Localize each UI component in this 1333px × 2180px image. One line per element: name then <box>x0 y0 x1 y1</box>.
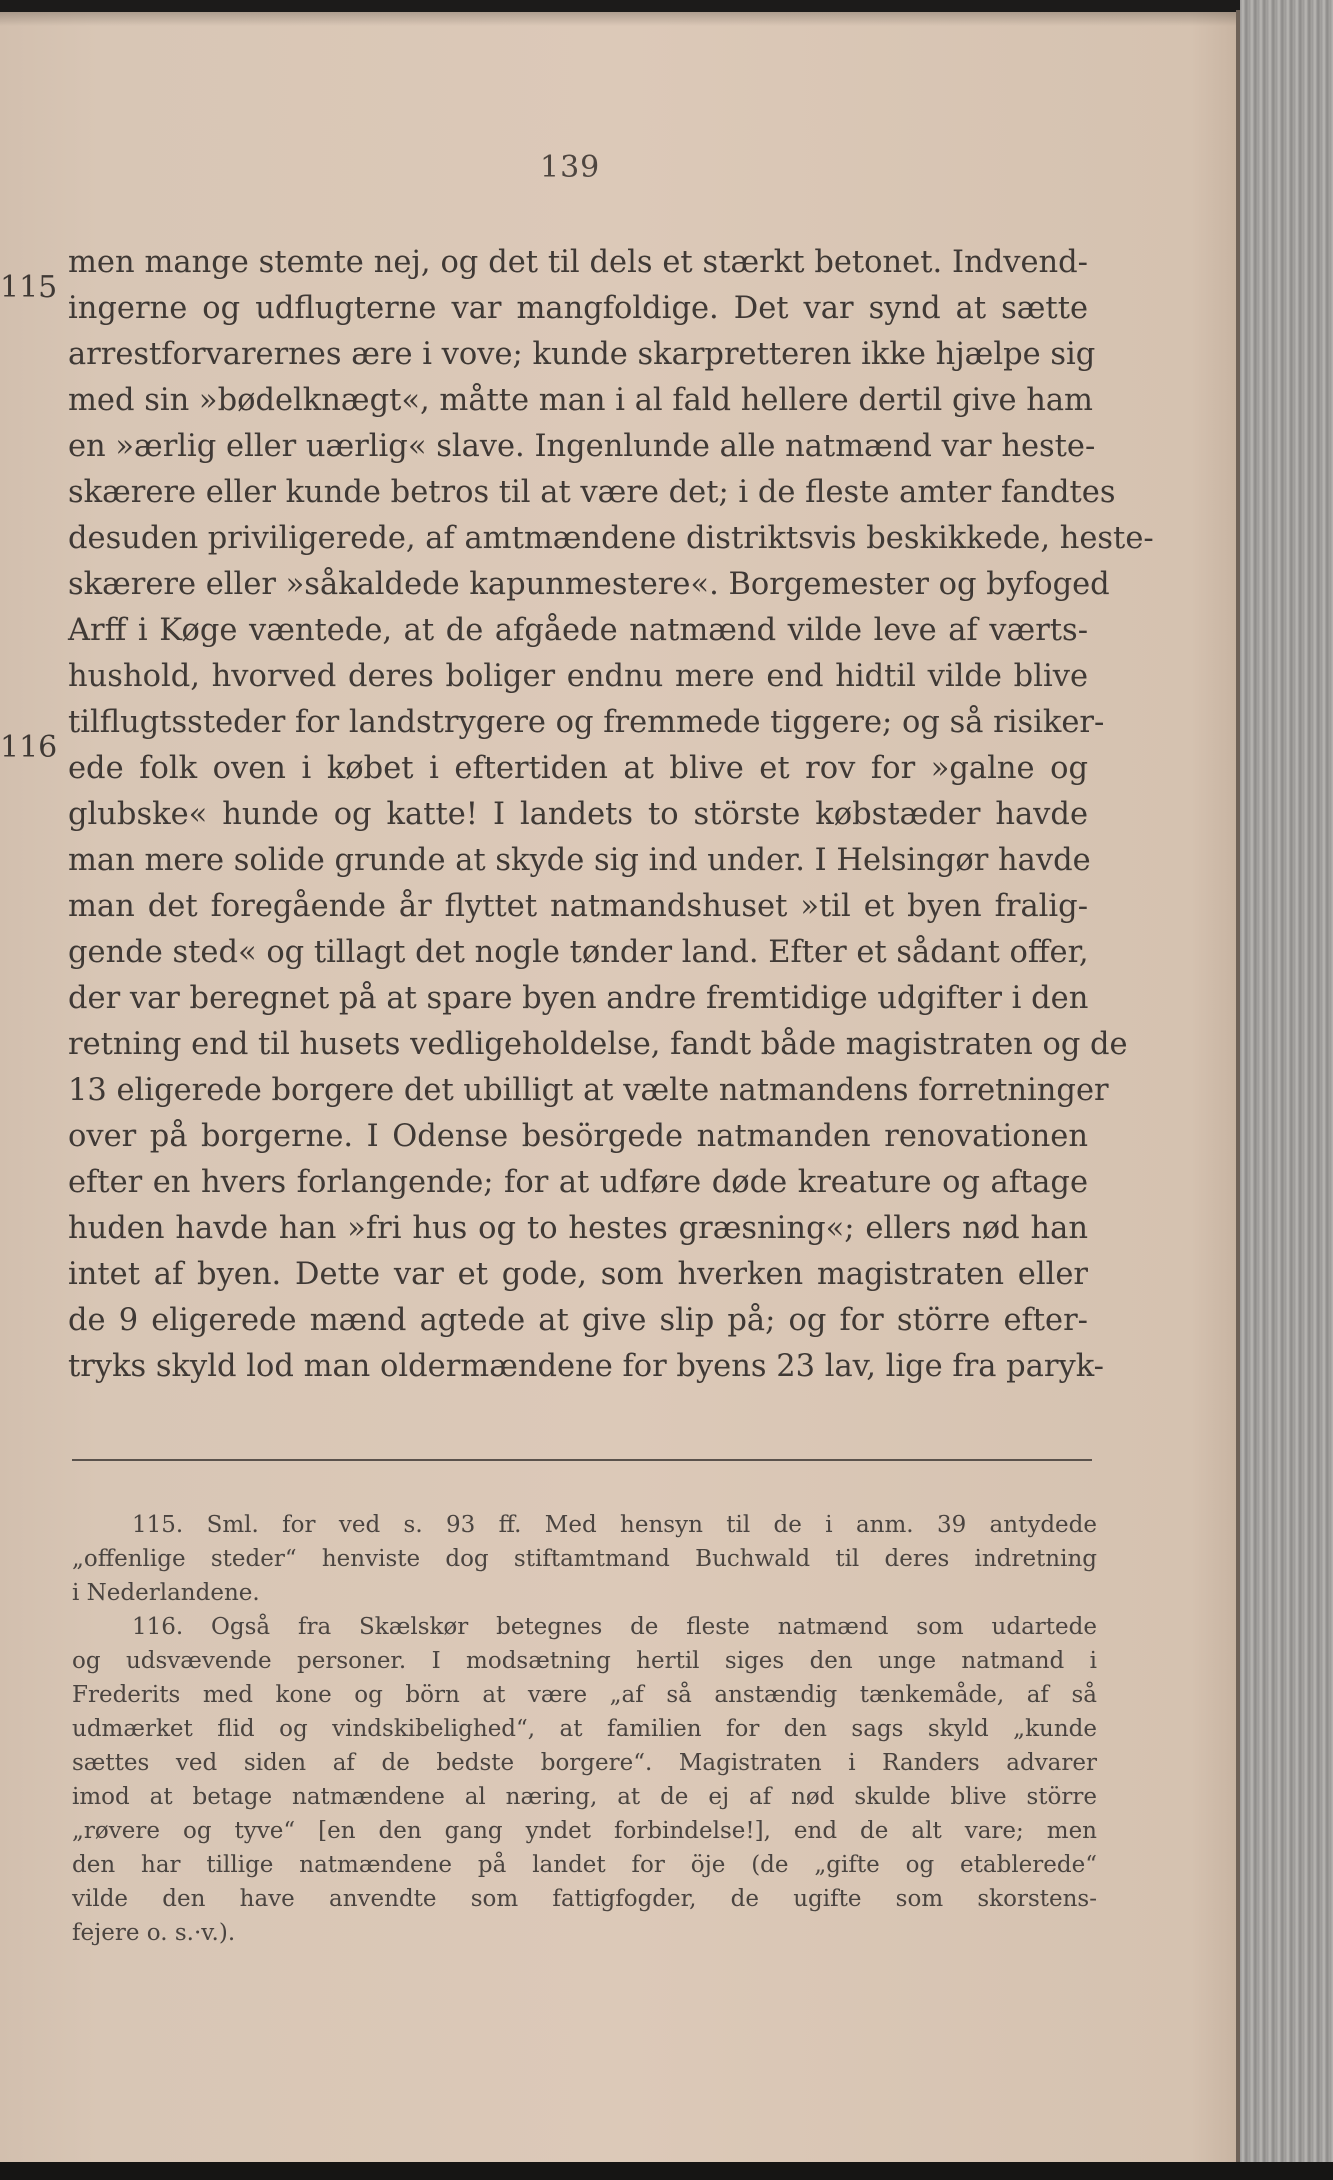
page-number: 139 <box>540 150 601 185</box>
footnote-divider <box>72 1459 1092 1461</box>
footnote-line: „offenlige steder“ henviste dog stiftamtmand Buchwald til deres indretning <box>72 1546 1097 1572</box>
footnote-line: i Nederlandene. <box>72 1580 260 1606</box>
text-line: intet af byen. Dette var et gode, som hverken magistraten eller <box>68 1257 1088 1292</box>
text-line: skærere eller »såkaldede kapunmestere«. Borgemester og byfoged <box>68 567 1110 602</box>
text-line: skærere eller kunde betros til at være det; i de fleste amter fandtes <box>68 475 1116 510</box>
text-line: over på borgerne. I Odense besörgede natmanden renovationen <box>68 1119 1088 1154</box>
text-line: ede folk oven i købet i eftertiden at blive et rov for »galne og <box>68 751 1088 786</box>
text-line: med sin »bødelknægt«, måtte man i al fald hellere dertil give ham <box>68 383 1093 418</box>
margin-note-115: 115 <box>0 270 58 305</box>
footnote-line: sættes ved siden af de bedste borgere“. Magistraten i Randers advarer <box>72 1750 1097 1776</box>
footnote-line: vilde den have anvendte som fattigfogder, de ugifte som skorstens- <box>72 1886 1097 1912</box>
text-line: man mere solide grunde at skyde sig ind under. I Helsingør havde <box>68 843 1091 878</box>
text-line: glubske« hunde og katte! I landets to störste købstæder havde <box>68 797 1088 832</box>
text-line: tilflugtssteder for landstrygere og fremmede tiggere; og så risiker- <box>68 705 1105 740</box>
footnote-line: imod at betage natmændene al næring, at de ej af nød skulde blive större <box>72 1784 1097 1810</box>
text-line: 13 eligerede borgere det ubilligt at vælte natmandens forretninger <box>68 1073 1109 1108</box>
footnote-line: og udsvævende personer. I modsætning hertil siges den unge natmand i <box>72 1648 1097 1674</box>
text-line: desuden priviligerede, af amtmændene distriktsvis beskikkede, heste- <box>68 521 1154 556</box>
text-line: efter en hvers forlangende; for at udføre døde kreature og aftage <box>68 1165 1088 1200</box>
footnote-line: den har tillige natmændene på landet for öje (de „gifte og etablerede“ <box>72 1852 1097 1878</box>
text-line: tryks skyld lod man oldermændene for byens 23 lav, lige fra paryk- <box>68 1349 1104 1384</box>
text-line: man det foregående år flyttet natmandshuset »til et byen fralig- <box>68 889 1088 924</box>
margin-note-116: 116 <box>0 730 58 765</box>
page-paper <box>0 12 1240 2162</box>
text-line: der var beregnet på at spare byen andre fremtidige udgifter i den <box>68 981 1089 1016</box>
footnote-line: fejere o. s.·v.). <box>72 1920 236 1946</box>
text-line: Arff i Køge væntede, at de afgåede natmænd vilde leve af værts- <box>68 613 1088 648</box>
footnote-line: Frederits med kone og börn at være „af så anstændig tænkemåde, af så <box>72 1682 1097 1708</box>
text-line: arrestforvarernes ære i vove; kunde skarpretteren ikke hjælpe sig <box>68 337 1096 372</box>
text-line: gende sted« og tillagt det nogle tønder land. Efter et sådant offer, <box>68 935 1089 970</box>
footnote-line: „røvere og tyve“ [en den gang yndet forbindelse!], end de alt vare; men <box>72 1818 1097 1844</box>
footnote-line: udmærket flid og vindskibelighed“, at familien for den sags skyld „kunde <box>72 1716 1097 1742</box>
text-line: huden havde han »fri hus og to hestes græsning«; ellers nød han <box>68 1211 1088 1246</box>
book-spine <box>1240 0 1333 2180</box>
text-line: en »ærlig eller uærlig« slave. Ingenlunde alle natmænd var heste- <box>68 429 1096 464</box>
text-line: ingerne og udflugterne var mangfoldige. Det var synd at sætte <box>68 291 1088 326</box>
text-line: retning end til husets vedligeholdelse, fandt både magistraten og de <box>68 1027 1128 1062</box>
scan-bottom-edge <box>0 2162 1333 2180</box>
footnote-line: 115. Sml. for ved s. 93 ff. Med hensyn til de i anm. 39 antydede <box>132 1512 1097 1538</box>
text-line: men mange stemte nej, og det til dels et stærkt betonet. Indvend- <box>68 245 1088 280</box>
text-line: de 9 eligerede mænd agtede at give slip på; og for större efter- <box>68 1303 1088 1338</box>
main-text <box>68 240 1154 1390</box>
text-line: hushold, hvorved deres boliger endnu mere end hidtil vilde blive <box>68 659 1088 694</box>
footnotes <box>72 1508 1097 1950</box>
page-top-shadow <box>0 12 1240 26</box>
footnote-line: 116. Også fra Skælskør betegnes de fleste natmænd som udartede <box>132 1614 1097 1640</box>
